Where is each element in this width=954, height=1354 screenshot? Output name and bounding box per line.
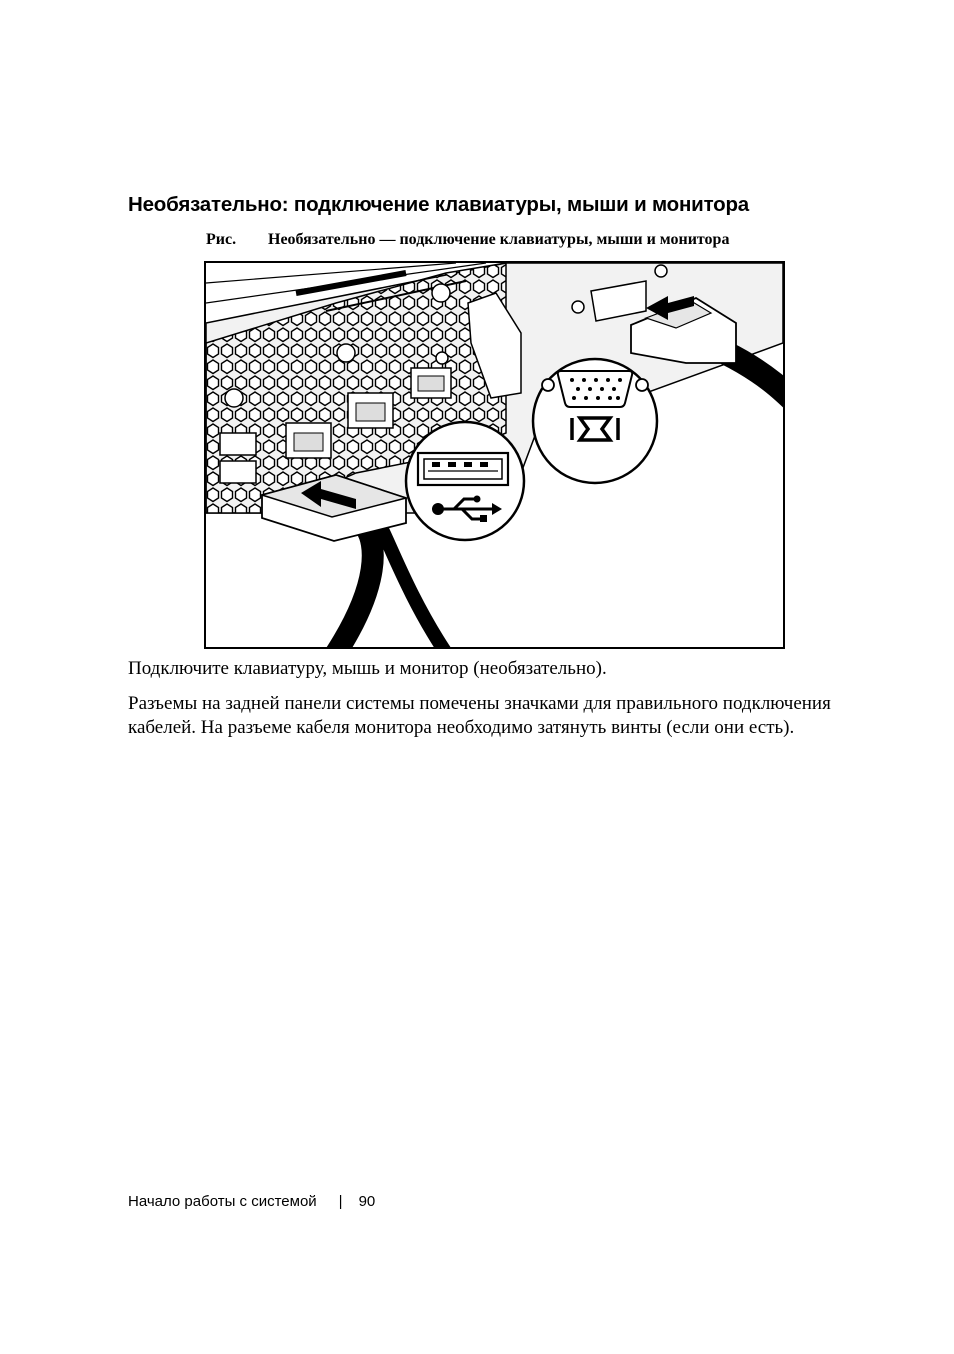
page-footer — [128, 1193, 375, 1210]
footer-section-title: Начало работы с системой — [128, 1193, 317, 1210]
figure-caption — [206, 231, 729, 249]
footer-separator: | — [338, 1193, 343, 1210]
connection-illustration — [204, 261, 785, 649]
page-number: 90 — [358, 1193, 376, 1210]
figure-title: Необязательно — подключение клавиатуры, мыши и монитора — [268, 231, 730, 248]
vga-port-callout — [533, 359, 657, 483]
figure-label: Рис. — [206, 231, 237, 248]
usb-port-callout — [406, 422, 524, 540]
section-heading: Необязательно: подключение клавиатуры, мыши и монитора — [128, 193, 749, 216]
intro-paragraph: Подключите клавиатуру, мышь и монитор (необязательно). — [128, 658, 607, 679]
usb-port-icon — [418, 453, 508, 485]
connectors-paragraph: Разъемы на задней панели системы помечены значками для правильного подключения кабелей. На разъеме кабеля монитора необходимо затянуть винты (если они есть). — [128, 693, 831, 738]
